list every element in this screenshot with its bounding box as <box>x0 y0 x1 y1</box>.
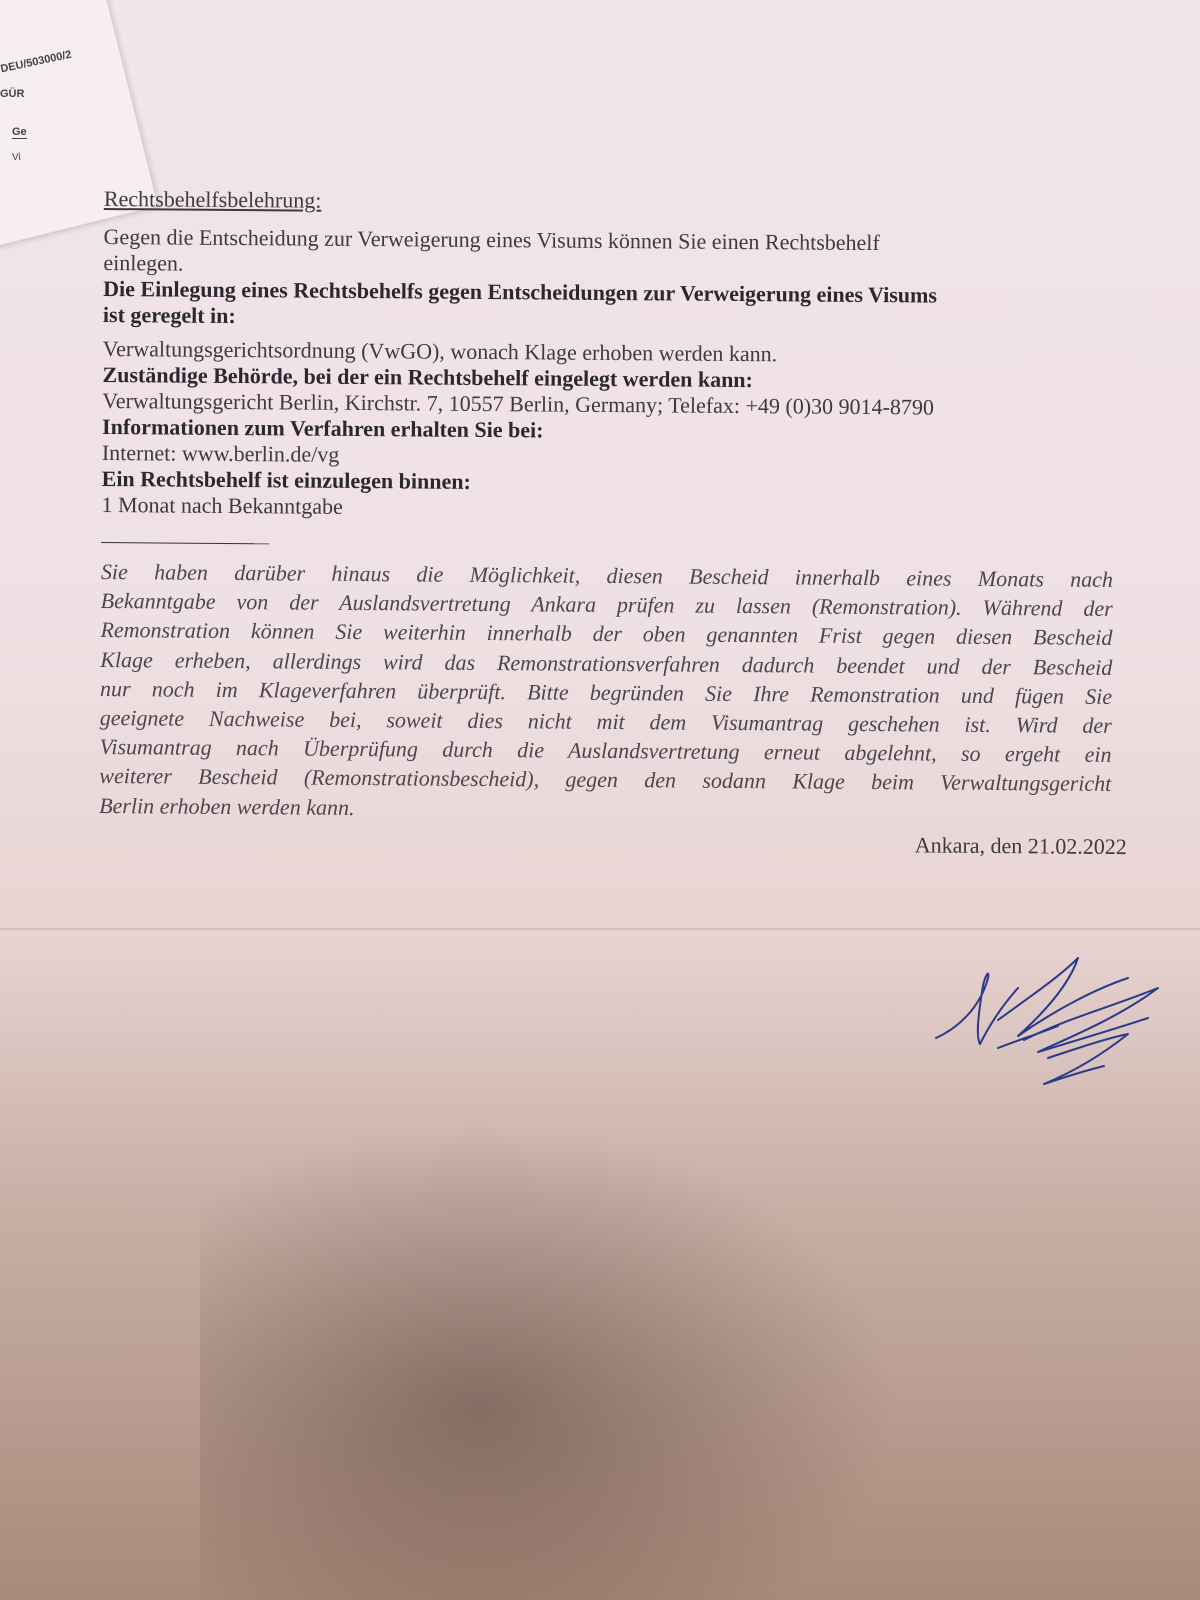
place-and-date: Ankara, den 21.02.2022 <box>914 832 1127 859</box>
notice-heading: Rechtsbehelfsbelehrung: <box>103 186 322 213</box>
underlying-name: GÜR <box>0 88 25 100</box>
deadline-label: Ein Rechtsbehelf ist einzulegen binnen: <box>101 465 471 494</box>
deadline-value: 1 Monat nach Bekanntgabe <box>101 491 343 519</box>
regulated-label-line-1: Die Einlegung eines Rechtsbehelfs gegen Entscheidungen zur Verweigerung eines Visums <box>103 275 938 308</box>
regulated-value: Verwaltungsgerichtsordnung (VwGO), wonach Klage erhoben werden kann. <box>102 335 778 367</box>
regulated-label-line-2: ist geregelt in: <box>102 301 236 329</box>
underlying-reference: DEU/503000/2 <box>0 48 73 76</box>
intro-text-line-2: einlegen. <box>103 249 184 276</box>
legal-notice <box>99 186 1127 860</box>
remonstration-paragraph <box>99 557 1113 828</box>
remonstration-line: Klage erheben, allerdings wird das Remonstrationsverfahren dadurch beendet und der Bescheid <box>100 646 1113 680</box>
info-value: Internet: www.berlin.de/vg <box>101 439 340 467</box>
hand-shadow <box>200 1120 900 1600</box>
remonstration-line: Sie haben darüber hinaus die Möglichkeit, diesen Bescheid innerhalb eines Monats nach <box>100 558 1114 592</box>
paper-fold <box>0 928 1200 930</box>
authority-value: Verwaltungsgericht Berlin, Kirchstr. 7, 10557 Berlin, Germany; Telefax: +49 (0)30 9014-8790 <box>102 387 935 420</box>
separator-rule <box>101 542 269 544</box>
intro-text-line-1: Gegen die Entscheidung zur Verweigerung eines Visums können Sie einen Rechtsbehelf <box>103 223 880 256</box>
underlying-field-1: Ge <box>12 126 27 138</box>
remonstration-line: nur noch im Klageverfahren überprüft. Bitte begründen Sie Ihre Remonstration und fügen Sie <box>99 675 1113 709</box>
remonstration-line: Bekanntgabe von der Auslandsvertretung Ankara prüfen zu lassen (Remonstration). Während der <box>100 588 1113 622</box>
info-label: Informationen zum Verfahren erhalten Sie bei: <box>102 413 544 443</box>
remonstration-line: Berlin erhoben werden kann. <box>99 792 355 820</box>
authority-label: Zuständige Behörde, bei der ein Rechtsbehelf eingelegt werden kann: <box>102 361 754 393</box>
remonstration-line: Visumantrag nach Überprüfung durch die Auslandsvertretung erneut abgelehnt, so ergeht ein <box>99 734 1112 768</box>
remonstration-line: weiterer Bescheid (Remonstrationsbescheid), gegen den sodann Klage beim Verwaltungsgericht <box>99 763 1112 797</box>
underlying-field-2: Vi <box>12 152 21 163</box>
remonstration-line: Remonstration können Sie weiterhin innerhalb der oben genannten Frist gegen diesen Bescheid <box>100 617 1113 651</box>
signature <box>928 948 1188 1108</box>
remonstration-line: geeignete Nachweise bei, soweit dies nicht mit dem Visumantrag geschehen ist. Wird der <box>99 704 1112 738</box>
